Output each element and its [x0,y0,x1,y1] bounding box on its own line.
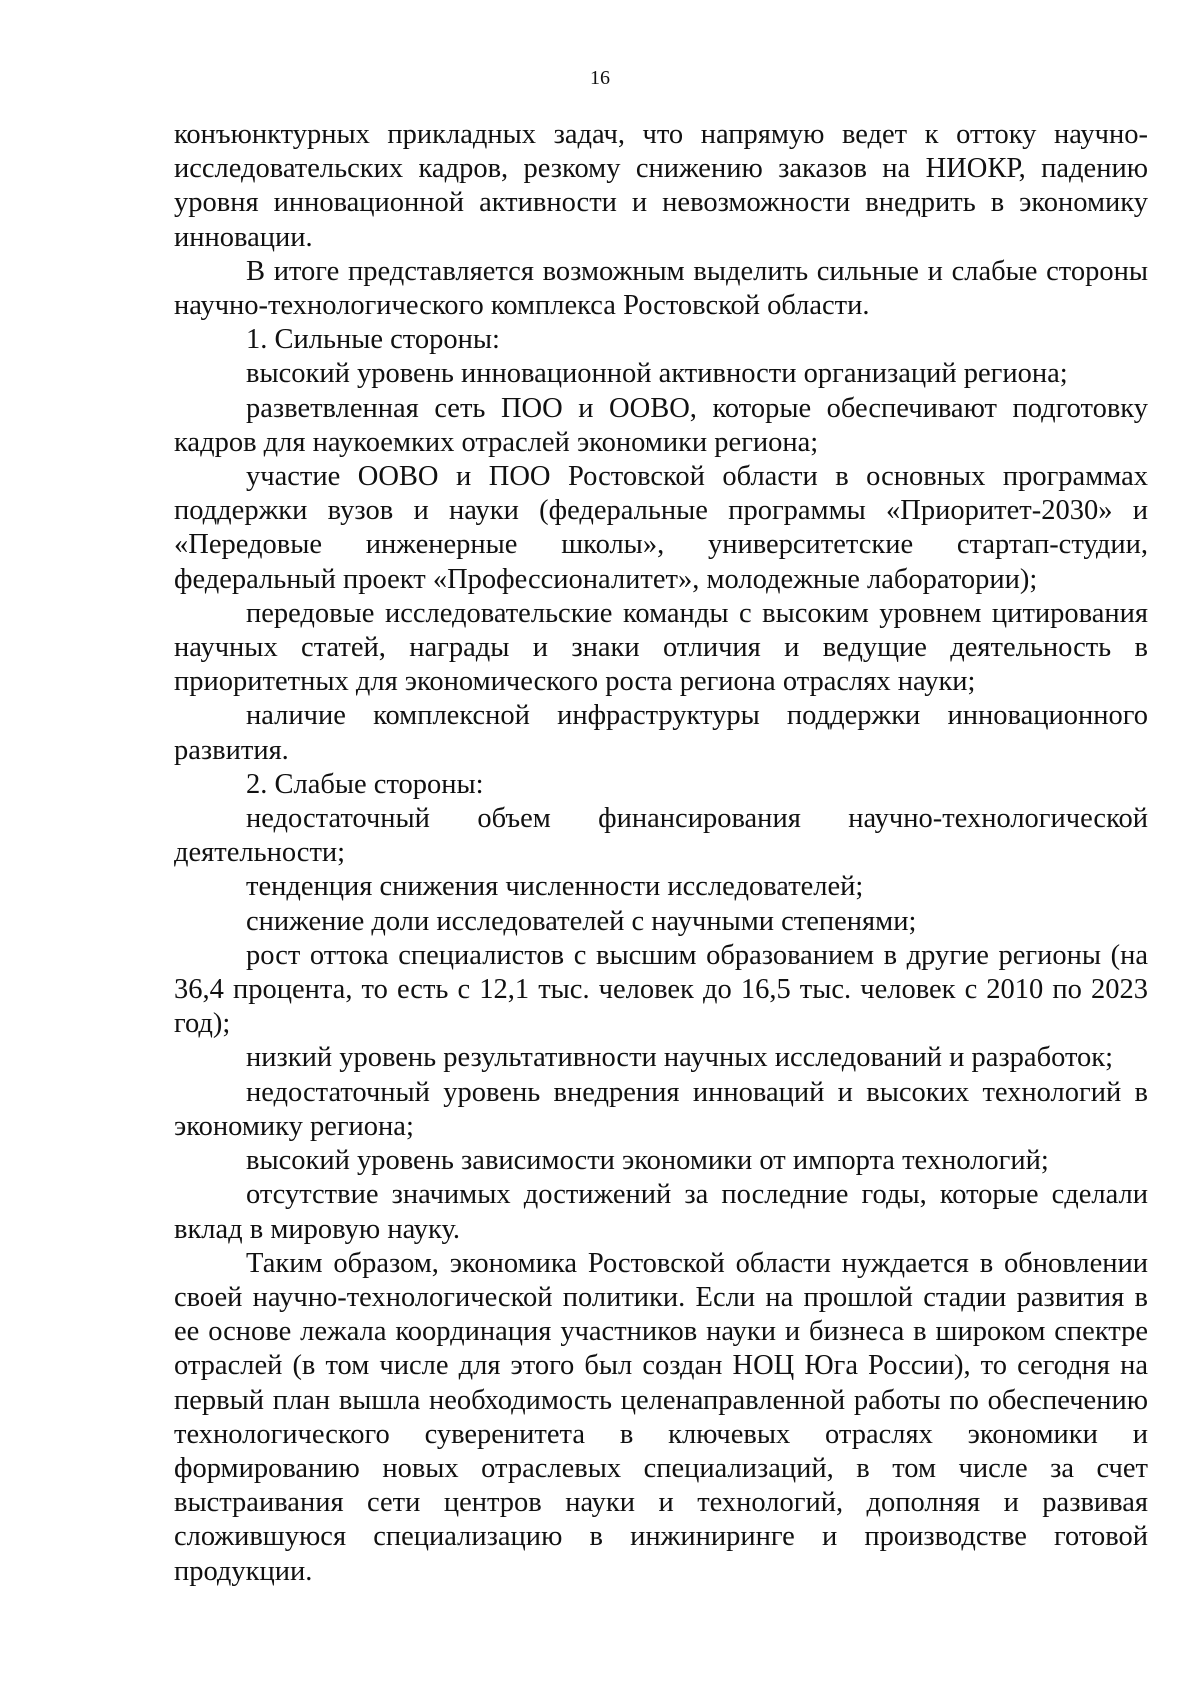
document-body [174,118,1148,1589]
weakness-item: недостаточный объем финансирования научно-технологической деятельности; [174,803,1148,869]
weakness-item: снижение доли исследователей с научными степенями; [246,905,917,937]
strength-item: высокий уровень инновационной активности организаций региона; [246,358,1068,390]
heading-weaknesses: 2. Слабые стороны: [246,768,484,800]
paragraph-continuation: конъюнктурных прикладных задач, что напрямую ведет к оттоку научно-исследовательских кадров, резкому снижению заказов на НИОКР, падению уровня инновационной активности и невозможности внедрить в экономику инновации. [174,119,1148,253]
paragraph-conclusion: Таким образом, экономика Ростовской области нуждается в обновлении своей научно-технологической политики. Если на прошлой стадии развития в ее основе лежала координация участников науки и бизнеса в широком спектре отраслей (в том числе для этого был создан НОЦ Юга России), то сегодня на первый план вышла необходимость целенаправленной работы по обеспечению технологического суверенитета в ключевых отраслях экономики и формированию новых отраслевых специализаций, в том числе за счет выстраивания сети центров науки и технологий, дополняя и развивая сложившуюся специализацию в инжиниринге и производстве готовой продукции. [174,1247,1148,1587]
weakness-item: отсутствие значимых достижений за последние годы, которые сделали вклад в мировую науку. [174,1179,1148,1245]
page-number: 16 [590,67,610,89]
weakness-item: тенденция снижения численности исследователей; [246,871,864,903]
weakness-item: низкий уровень результативности научных исследований и разработок; [246,1042,1114,1074]
strength-item: участие ООВО и ПОО Ростовской области в основных программах поддержки вузов и науки (федеральные программы «Приоритет-2030» и «Передовые инженерные школы», университетские стартап-студии, федеральный проект «Профессионалитет», молодежные лаборатории); [174,461,1148,595]
paragraph-summary-intro: В итоге представляется возможным выделить сильные и слабые стороны научно-технологического комплекса Ростовской области. [174,255,1148,322]
strength-item: передовые исследовательские команды с высоким уровнем цитирования научных статей, награды и знаки отличия и ведущие деятельность в приоритетных для экономического роста региона отраслях науки; [174,597,1148,698]
heading-strengths: 1. Сильные стороны: [246,324,500,356]
strength-item: разветвленная сеть ПОО и ООВО, которые обеспечивают подготовку кадров для наукоемких отраслей экономики региона; [174,392,1148,458]
weakness-item: высокий уровень зависимости экономики от импорта технологий; [246,1145,1049,1177]
strength-item: наличие комплексной инфраструктуры поддержки инновационного развития. [174,700,1148,766]
weakness-item: недостаточный уровень внедрения инноваций и высоких технологий в экономику региона; [174,1076,1148,1142]
weakness-item: рост оттока специалистов с высшим образованием в другие регионы (на 36,4 процента, то есть с 12,1 тыс. человек до 16,5 тыс. человек с 2010 по 2023 год); [174,939,1148,1040]
